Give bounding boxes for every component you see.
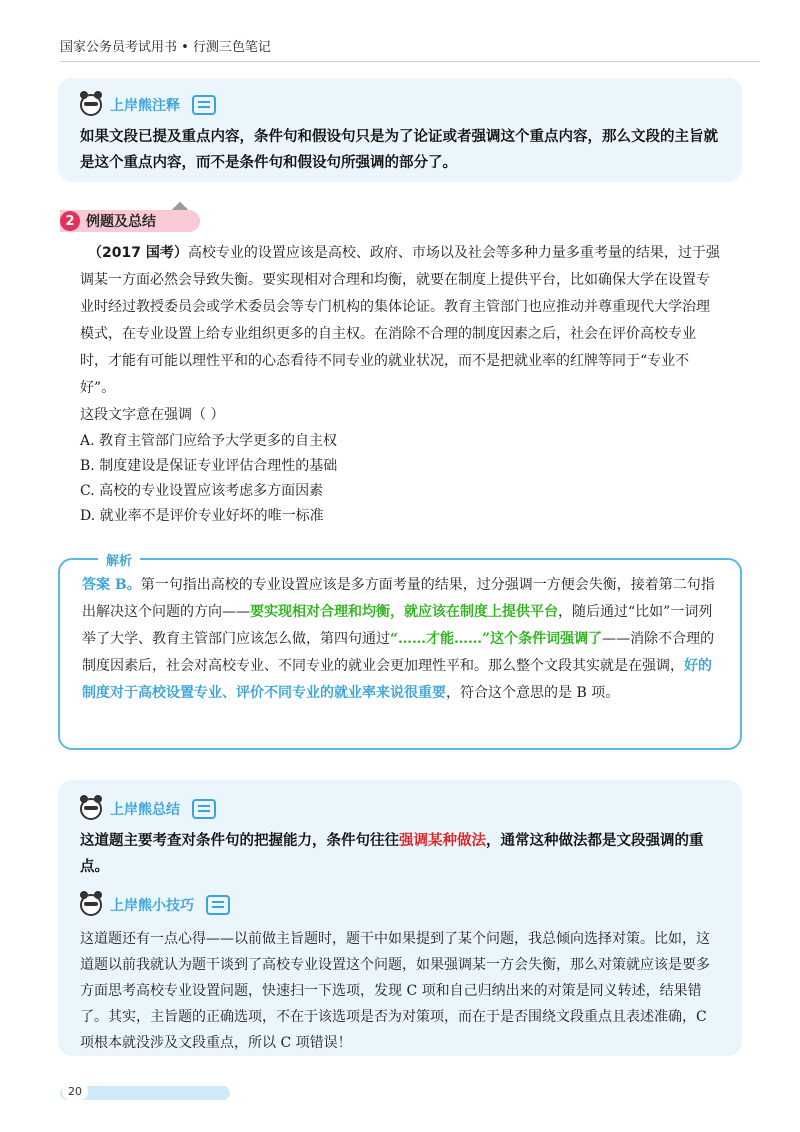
bear-mascot-icon	[80, 798, 102, 820]
analysis-highlight-green-1: 要实现相对合理和均衡，就应该在制度上提供平台	[250, 604, 558, 620]
question-stem-text: 高校专业的设置应该是高校、政府、市场以及社会等多种力量多重考量的结果，过于强调某一方面必然会导致失衡。要实现相对合理和均衡，就要在制度上提供平台，比如确保大学在设置专业时经过教授委员会或学术委员会等专门机构的集体论证。教育主管部门也应推动并尊重现代大学治理模式，在专业设置上给专业组织更多的自主权。在消除不合理的制度因素之后，社会在评价高校专业时，才能有可能以理性平和的心态看待不同专业的就业状况，而不是把就业率的红牌等同于“专业不好”。	[80, 245, 720, 396]
section-heading	[60, 210, 200, 232]
graduation-cap-icon	[206, 895, 230, 915]
option-c: C. 高校的专业设置应该考虑多方面因素	[80, 483, 324, 499]
bear-mascot-icon	[80, 94, 102, 116]
summary-label	[80, 794, 720, 824]
options-list	[80, 429, 720, 529]
question-prompt: 这段文字意在强调（ ）	[80, 407, 225, 423]
note-text: 如果文段已提及重点内容，条件句和假设句只是为了论证或者强调这个重点内容，那么文段的主旨就是这个重点内容，而不是条件句和假设句所强调的部分了。	[80, 129, 718, 171]
analysis-tag: 解析	[98, 550, 140, 569]
option-b: B. 制度建设是保证专业评估合理性的基础	[80, 458, 338, 474]
summary-text-2: ，通常这种做法都是文段强调的重点。	[80, 833, 704, 875]
option-a: A. 教育主管部门应给予大学更多的自主权	[80, 433, 338, 449]
page-number: 20	[62, 1083, 88, 1100]
analysis-highlight-blue: 好的制度对于高校设置专业、评价不同专业的就业率来说很重要	[82, 658, 712, 701]
tips-label	[80, 890, 720, 920]
section-number: 2	[60, 211, 80, 231]
analysis-seg3: ，随后通过“比如”一词列举了大学、教育主管部门应该怎么做，第四句通过	[82, 604, 713, 647]
summary-text	[80, 828, 720, 880]
pencil-icon	[192, 799, 216, 819]
bear-mascot-icon	[80, 894, 102, 916]
analysis-highlight-green-2: “……才能……”这个条件词强调了	[390, 631, 603, 647]
analysis-box	[58, 554, 742, 750]
answer-label: 答案 B。	[82, 577, 141, 593]
question-source: （2017 国考）	[88, 245, 188, 261]
summary-highlight-red: 强调某种做法	[399, 833, 486, 849]
tips-text: 这道题还有一点心得——以前做主旨题时，题干中如果提到了某个问题，我总倾向选择对策。比如，这道题以前我就认为题干谈到了高校专业设置这个问题，如果强调某一方会失衡，那么对策就应该是要多方面思考高校专业设置问题，快速扫一下选项，发现 C 项和自己归纳出来的对策是同义转述，结果错了。其实，主旨题的正确选项，不在于该选项是否为对策项，而在于是否围绕文段重点且表述准确，C 项根本就没涉及文段重点，所以 C 项错误！	[80, 931, 710, 1051]
analysis-seg1: 第一句指出高校的专业设置应该是多方面考量的结果，过分强调一方便会失衡，接着第二句指出解决这个问题的方向——	[82, 577, 715, 620]
running-header: 国家公务员考试用书 • 行测三色笔记	[60, 36, 760, 62]
summary-card	[58, 780, 742, 1056]
section-title: 例题及总结	[86, 214, 156, 230]
tips-label-text: 上岸熊小技巧	[110, 898, 194, 914]
question-stem	[80, 240, 720, 402]
note-label-text: 上岸熊注释	[110, 98, 180, 114]
option-d: D. 就业率不是评价专业好坏的唯一标准	[80, 508, 324, 524]
summary-text-1: 这道题主要考查对条件句的把握能力，条件句往往	[80, 833, 399, 849]
note-label	[80, 90, 720, 120]
analysis-text	[82, 572, 720, 707]
speech-bubble-icon	[192, 95, 216, 115]
question-block	[80, 240, 720, 529]
note-card	[58, 78, 742, 182]
analysis-seg5: ——消除不合理的制度因素后，社会对高校专业、不同专业的就业会更加理性平和。那么整个文段其实就是在强调，	[82, 631, 715, 674]
summary-label-text: 上岸熊总结	[110, 802, 180, 818]
analysis-seg7: ，符合这个意思的是 B 项。	[446, 685, 620, 701]
